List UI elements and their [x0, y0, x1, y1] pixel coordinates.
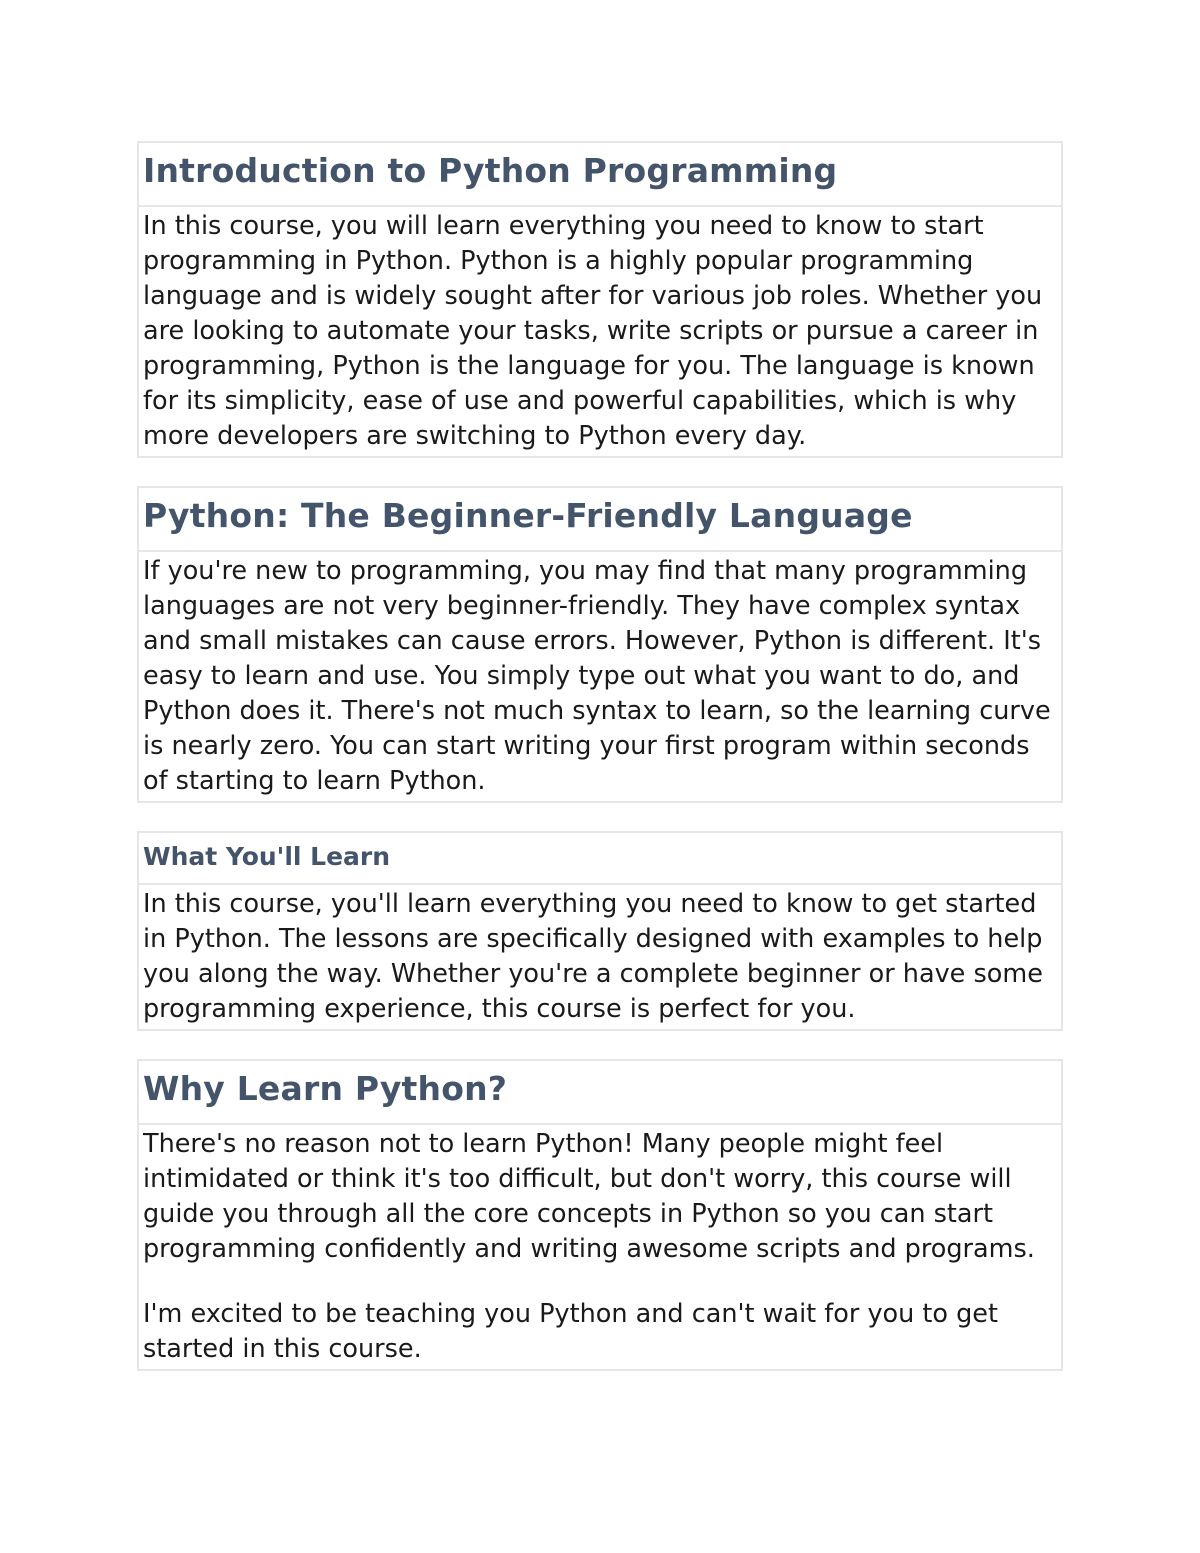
section-heading: Introduction to Python Programming — [143, 151, 838, 190]
document-page — [137, 141, 1063, 1399]
section-heading: Python: The Beginner-Friendly Language — [143, 496, 913, 535]
section-paragraph: In this course, you will learn everything you need to know to start programming in Python. Python is a highly popular programming language and is widely sought after for various job roles. Whether you are looking to automate your tasks, write scripts or pursue a career in programming, Python is the language for you. The language is known for its simplicity, ease of use and powerful capabilities, which is why more developers are switching to Python every day. — [143, 211, 1043, 451]
section-paragraph: I'm excited to be teaching you Python and can't wait for you to get started in this course. — [143, 1299, 998, 1364]
section-body — [139, 1125, 1061, 1369]
section-heading: Why Learn Python? — [143, 1069, 508, 1108]
section-body — [139, 885, 1061, 1029]
section-header — [139, 488, 1061, 552]
section-header — [139, 1061, 1061, 1125]
section-subheading: What You'll Learn — [143, 842, 391, 871]
section-introduction — [137, 141, 1063, 458]
section-paragraph: In this course, you'll learn everything you need to know to get started in Python. The lessons are specifically designed with examples to help you along the way. Whether you're a complete beginner or have some programming experience, this course is perfect for you. — [143, 889, 1043, 1024]
section-body — [139, 552, 1061, 801]
section-paragraph: There's no reason not to learn Python! Many people might feel intimidated or think it's too difficult, but don't worry, this course will guide you through all the core concepts in Python so you can start programming confidently and writing awesome scripts and programs. — [143, 1129, 1035, 1264]
section-why-learn-python — [137, 1059, 1063, 1371]
section-what-youll-learn — [137, 831, 1063, 1031]
section-beginner-friendly — [137, 486, 1063, 803]
section-body — [139, 207, 1061, 456]
section-header — [139, 143, 1061, 207]
section-header — [139, 833, 1061, 885]
section-paragraph: If you're new to programming, you may find that many programming languages are not very beginner-friendly. They have complex syntax and small mistakes can cause errors. However, Python is different. It's easy to learn and use. You simply type out what you want to do, and Python does it. There's not much syntax to learn, so the learning curve is nearly zero. You can start writing your first program within seconds of starting to learn Python. — [143, 556, 1051, 796]
